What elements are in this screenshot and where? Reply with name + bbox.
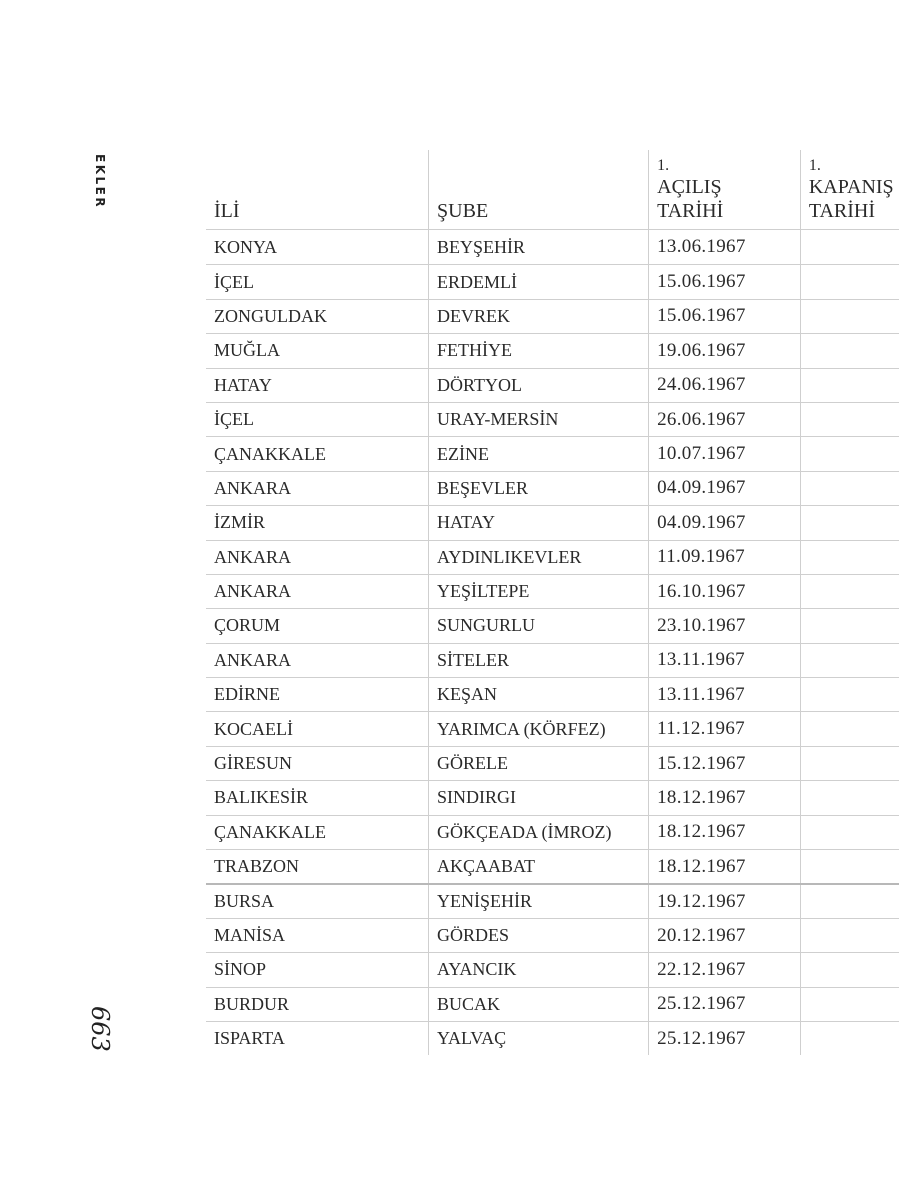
cell-acilis-date: 13.06.1967 (648, 230, 800, 264)
cell-il: İÇEL (214, 271, 254, 292)
table-row (206, 608, 899, 642)
header-acilis-line2: TARİHİ (657, 200, 724, 222)
cell-il: TRABZON (214, 856, 299, 877)
cell-sube: URAY-MERSİN (428, 403, 648, 436)
table-row (206, 643, 899, 677)
cell-acilis-date: 19.06.1967 (648, 334, 800, 367)
cell-kapanis-date (800, 541, 899, 574)
cell-acilis-date: 15.12.1967 (648, 747, 800, 780)
cell-acilis-date: 15.06.1967 (648, 265, 800, 298)
cell-sube: DEVREK (428, 300, 648, 333)
cell-acilis-date: 10.07.1967 (648, 437, 800, 470)
cell-sube: GÖRDES (428, 919, 648, 952)
cell-sube: YARIMCA (KÖRFEZ) (428, 712, 648, 745)
cell-il: BURSA (214, 891, 275, 912)
table-row (206, 711, 899, 745)
cell-kapanis-date (800, 575, 899, 608)
cell-kapanis-date (800, 437, 899, 470)
table-row (206, 746, 899, 780)
header-il: İLİ (214, 200, 240, 222)
cell-sube: GÖKÇEADA (İMROZ) (428, 816, 648, 849)
cell-il: GİRESUN (214, 753, 293, 774)
table-row (206, 505, 899, 539)
header-kapanis-line1: KAPANIŞ (808, 176, 894, 198)
cell-il: ÇORUM (214, 615, 281, 636)
table-row (206, 883, 899, 917)
table-row (206, 402, 899, 436)
cell-kapanis-date (800, 712, 899, 745)
cell-kapanis-date (800, 1022, 899, 1055)
header-sube: ŞUBE (428, 150, 648, 229)
table-row (206, 918, 899, 952)
header-acilis-line1: AÇILIŞ (657, 176, 722, 198)
cell-kapanis-date (800, 747, 899, 780)
cell-sube: KEŞAN (428, 678, 648, 711)
cell-sube: SUNGURLU (428, 609, 648, 642)
table-row (206, 264, 899, 298)
cell-il: KONYA (214, 236, 277, 257)
cell-kapanis-date (800, 403, 899, 436)
cell-acilis-date: 24.06.1967 (648, 369, 800, 402)
cell-sube: YEŞİLTEPE (428, 575, 648, 608)
cell-acilis-date: 22.12.1967 (648, 953, 800, 986)
table-row (206, 368, 899, 402)
cell-il: İZMİR (214, 512, 265, 533)
cell-sube: AYANCIK (428, 953, 648, 986)
cell-sube: BEŞEVLER (428, 472, 648, 505)
table-row (206, 574, 899, 608)
cell-il: EDİRNE (214, 684, 280, 705)
cell-il: ISPARTA (214, 1028, 285, 1049)
cell-kapanis-date (800, 369, 899, 402)
cell-kapanis-date (800, 816, 899, 849)
table-row (206, 1021, 899, 1055)
cell-acilis-date: 04.09.1967 (648, 472, 800, 505)
cell-sube: HATAY (428, 506, 648, 539)
cell-sube: BUCAK (428, 988, 648, 1021)
cell-acilis-date: 23.10.1967 (648, 609, 800, 642)
cell-sube: DÖRTYOL (428, 369, 648, 402)
header-kapanis-number: 1. (808, 157, 821, 174)
cell-il: HATAY (214, 374, 272, 395)
page-number: 663 (86, 1006, 114, 1052)
table-row (206, 471, 899, 505)
cell-il: KOCAELİ (214, 718, 293, 739)
cell-kapanis-date (800, 334, 899, 367)
cell-il: ÇANAKKALE (214, 443, 326, 464)
cell-kapanis-date (800, 678, 899, 711)
cell-il: İÇEL (214, 409, 254, 430)
table-row (206, 952, 899, 986)
cell-il: ANKARA (214, 546, 292, 567)
table-row (206, 436, 899, 470)
table-row (206, 540, 899, 574)
cell-kapanis-date (800, 850, 899, 883)
cell-sube: GÖRELE (428, 747, 648, 780)
header-kapanis (800, 150, 899, 229)
cell-il: MANİSA (214, 925, 286, 945)
cell-kapanis-date (800, 609, 899, 642)
table-body (206, 230, 899, 1055)
cell-il: ANKARA (214, 477, 292, 498)
header-acilis-number: 1. (657, 157, 670, 174)
table-row (206, 780, 899, 814)
cell-kapanis-date (800, 781, 899, 814)
cell-sube: SİTELER (428, 644, 648, 677)
cell-acilis-date: 11.09.1967 (648, 541, 800, 574)
table-header (206, 150, 899, 230)
cell-sube: AYDINLIKEVLER (428, 541, 648, 574)
table-row (206, 849, 899, 883)
header-kapanis-line2: TARİHİ (808, 200, 875, 222)
table-row (206, 230, 899, 264)
cell-acilis-date: 18.12.1967 (648, 781, 800, 814)
cell-acilis-date: 19.12.1967 (648, 885, 800, 917)
cell-sube: YALVAÇ (428, 1022, 648, 1055)
cell-kapanis-date (800, 265, 899, 298)
cell-sube: BEYŞEHİR (428, 230, 648, 264)
cell-sube: EZİNE (428, 437, 648, 470)
cell-il: ANKARA (214, 581, 292, 602)
cell-il: ÇANAKKALE (214, 821, 326, 842)
cell-kapanis-date (800, 885, 899, 917)
table-row (206, 987, 899, 1021)
cell-il: MUĞLA (214, 340, 280, 361)
cell-sube: SINDIRGI (428, 781, 648, 814)
cell-il: ZONGULDAK (214, 305, 327, 326)
cell-acilis-date: 11.12.1967 (648, 712, 800, 745)
cell-kapanis-date (800, 644, 899, 677)
section-label: EKLER (93, 154, 107, 210)
cell-acilis-date: 15.06.1967 (648, 300, 800, 333)
cell-acilis-date: 13.11.1967 (648, 678, 800, 711)
cell-sube: YENİŞEHİR (428, 885, 648, 917)
cell-il: BALIKESİR (214, 787, 308, 808)
cell-acilis-date: 25.12.1967 (648, 1022, 800, 1055)
cell-kapanis-date (800, 230, 899, 264)
cell-il: SİNOP (214, 959, 267, 980)
cell-acilis-date: 26.06.1967 (648, 403, 800, 436)
table-row (206, 299, 899, 333)
cell-kapanis-date (800, 988, 899, 1021)
header-acilis (648, 150, 800, 229)
cell-acilis-date: 20.12.1967 (648, 919, 800, 952)
table-row (206, 677, 899, 711)
cell-il: ANKARA (214, 649, 292, 670)
table-row (206, 333, 899, 367)
cell-il: BURDUR (214, 993, 290, 1014)
cell-kapanis-date (800, 300, 899, 333)
cell-kapanis-date (800, 919, 899, 952)
cell-acilis-date: 18.12.1967 (648, 850, 800, 883)
cell-sube: AKÇAABAT (428, 850, 648, 883)
table-row (206, 815, 899, 849)
cell-acilis-date: 18.12.1967 (648, 816, 800, 849)
cell-sube: FETHİYE (428, 334, 648, 367)
branches-table (206, 150, 899, 1055)
cell-kapanis-date (800, 472, 899, 505)
cell-acilis-date: 16.10.1967 (648, 575, 800, 608)
cell-acilis-date: 04.09.1967 (648, 506, 800, 539)
cell-kapanis-date (800, 953, 899, 986)
cell-acilis-date: 25.12.1967 (648, 988, 800, 1021)
cell-acilis-date: 13.11.1967 (648, 644, 800, 677)
cell-kapanis-date (800, 506, 899, 539)
cell-sube: ERDEMLİ (428, 265, 648, 298)
